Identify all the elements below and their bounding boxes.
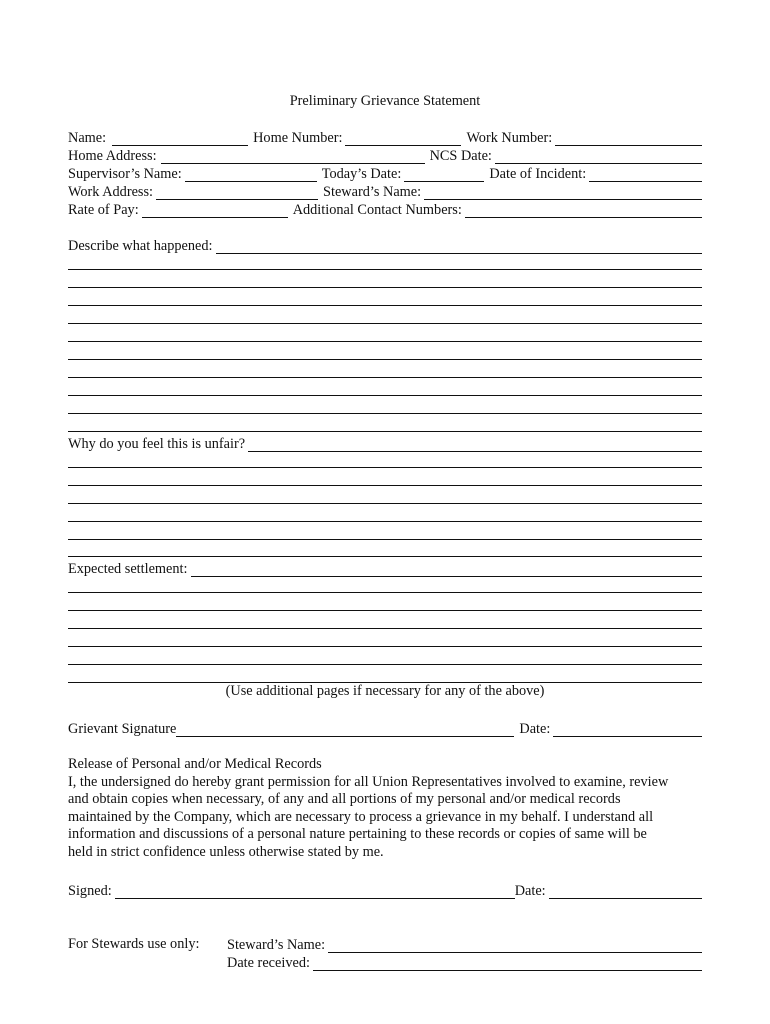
signed-label: Signed: (68, 883, 112, 899)
grievant-date-label: Date: (519, 721, 551, 737)
form-title: Preliminary Grievance Statement (289, 93, 481, 109)
grievant-signature-row (68, 719, 702, 737)
todays-date-field[interactable] (404, 167, 484, 182)
row-home-address (68, 146, 702, 164)
stewards-name-field[interactable] (424, 185, 702, 200)
grievant-signature-field[interactable] (176, 722, 514, 737)
supervisor-name-field[interactable] (185, 167, 317, 182)
unfair-row (68, 434, 702, 452)
steward-name-label: Steward’s Name: (227, 937, 326, 953)
work-address-label: Work Address: (68, 184, 154, 200)
describe-row (68, 236, 702, 254)
describe-line[interactable] (68, 323, 702, 324)
ncs-date-field[interactable] (495, 149, 702, 164)
row-rate-of-pay (68, 200, 702, 218)
row-work-address (68, 182, 702, 200)
name-label: Name: (68, 130, 107, 146)
describe-line[interactable] (68, 287, 702, 288)
unfair-line[interactable] (68, 485, 702, 486)
describe-line[interactable] (68, 305, 702, 306)
settlement-line[interactable] (68, 592, 702, 593)
describe-line[interactable] (68, 395, 702, 396)
additional-pages-note: (Use additional pages if necessary for any of the above) (225, 683, 545, 699)
date-of-incident-field[interactable] (589, 167, 702, 182)
unfair-line[interactable] (68, 539, 702, 540)
additional-contact-field[interactable] (465, 203, 702, 218)
settlement-line[interactable] (68, 664, 702, 665)
steward-name-field[interactable] (328, 938, 702, 953)
home-number-label: Home Number: (253, 130, 343, 146)
release-text-line: I, the undersigned do hereby grant permission for all Union Representatives involved to examine, review (68, 773, 669, 790)
unfair-field[interactable] (248, 437, 702, 452)
date-received-field[interactable] (313, 956, 702, 971)
unfair-line[interactable] (68, 556, 702, 557)
home-number-field[interactable] (345, 131, 461, 146)
settlement-label: Expected settlement: (68, 561, 188, 577)
home-address-label: Home Address: (68, 148, 157, 164)
settlement-line[interactable] (68, 610, 702, 611)
unfair-line[interactable] (68, 503, 702, 504)
release-text-line: held in strict confidence unless otherwise stated by me. (68, 843, 384, 860)
release-heading: Release of Personal and/or Medical Records (68, 756, 322, 772)
date-received-row (227, 953, 702, 971)
unfair-line[interactable] (68, 521, 702, 522)
signed-date-field[interactable] (549, 884, 702, 899)
supervisor-name-label: Supervisor’s Name: (68, 166, 182, 182)
additional-contact-label: Additional Contact Numbers: (292, 202, 462, 218)
date-of-incident-label: Date of Incident: (489, 166, 587, 182)
release-text-line: information and discussions of a personal nature pertaining to these records or copies of same will be (68, 826, 647, 843)
signed-row (68, 881, 702, 899)
unfair-line[interactable] (68, 467, 702, 468)
describe-line[interactable] (68, 341, 702, 342)
settlement-line[interactable] (68, 646, 702, 647)
describe-line[interactable] (68, 269, 702, 270)
date-received-label: Date received: (227, 955, 310, 971)
release-text-line: and obtain copies when necessary, of any and all portions of my personal and/or medical records (68, 791, 621, 808)
describe-field[interactable] (216, 239, 703, 254)
rate-of-pay-field[interactable] (142, 203, 288, 218)
name-field[interactable] (112, 131, 248, 146)
steward-name-row (227, 935, 702, 953)
work-number-label: Work Number: (466, 130, 553, 146)
work-number-field[interactable] (555, 131, 702, 146)
describe-line[interactable] (68, 377, 702, 378)
settlement-row (68, 559, 702, 577)
release-section (68, 756, 708, 862)
row-supervisor (68, 164, 702, 182)
signed-date-label: Date: (514, 883, 546, 899)
release-text-line: maintained by the Company, which are necessary to process a grievance in my behalf. I understand all (68, 808, 654, 825)
todays-date-label: Today’s Date: (321, 166, 402, 182)
describe-line[interactable] (68, 413, 702, 414)
signed-field[interactable] (115, 884, 515, 899)
work-address-field[interactable] (156, 185, 318, 200)
describe-line[interactable] (68, 431, 702, 432)
stewards-use-label: For Stewards use only: (68, 936, 200, 952)
stewards-name-label: Steward’s Name: (323, 184, 422, 200)
home-address-field[interactable] (161, 149, 425, 164)
row-contact (68, 128, 702, 146)
describe-line[interactable] (68, 359, 702, 360)
settlement-field[interactable] (191, 562, 703, 577)
settlement-line[interactable] (68, 628, 702, 629)
grievant-signature-label: Grievant Signature (68, 721, 177, 737)
rate-of-pay-label: Rate of Pay: (68, 202, 139, 218)
grievant-date-field[interactable] (553, 722, 702, 737)
describe-label: Describe what happened: (68, 238, 213, 254)
ncs-date-label: NCS Date: (429, 148, 492, 164)
unfair-label: Why do you feel this is unfair? (68, 436, 246, 452)
